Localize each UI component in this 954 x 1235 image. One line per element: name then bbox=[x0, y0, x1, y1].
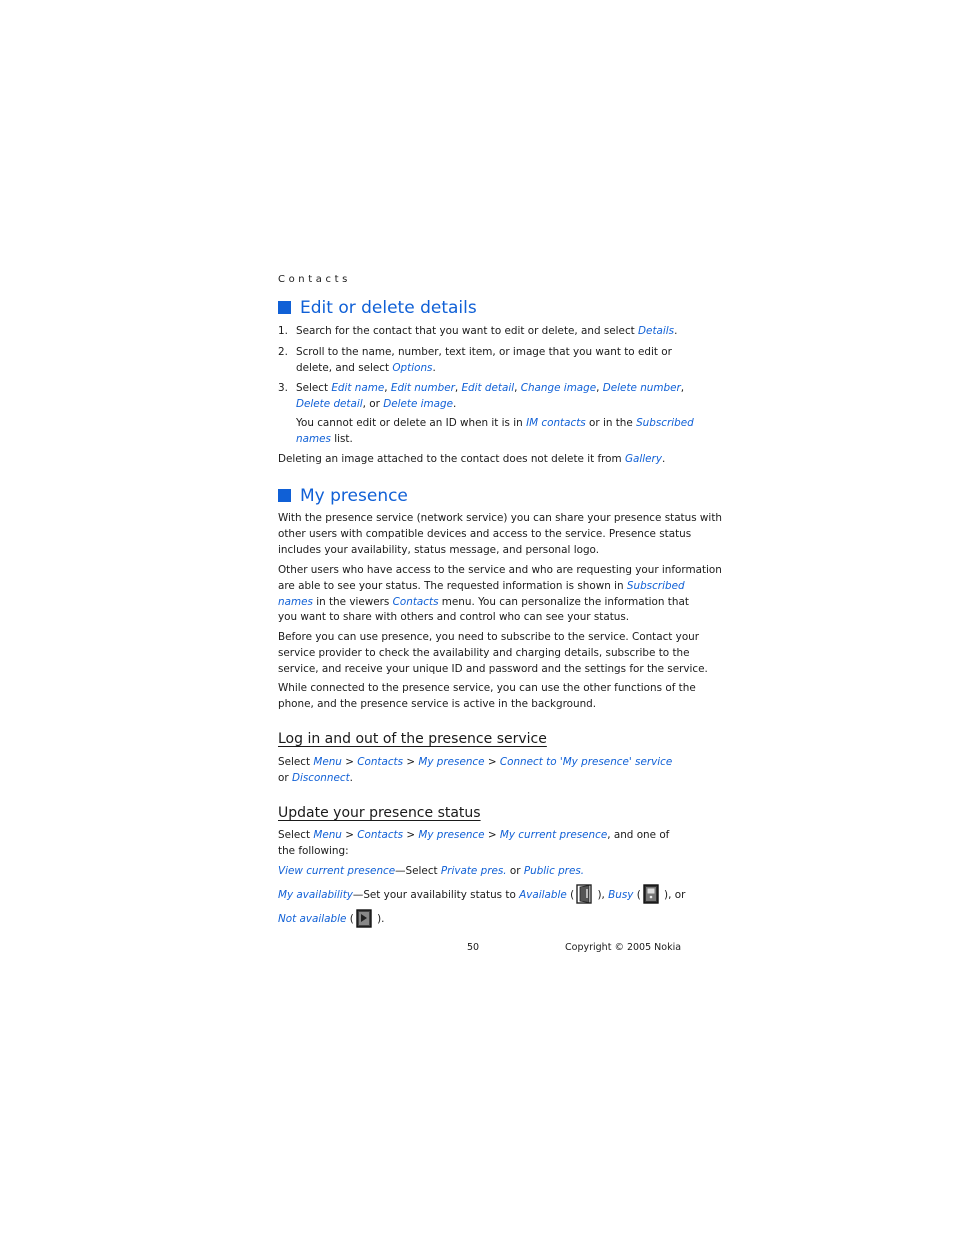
edit-step-1: 1. Search for the contact that you want to edit or delete, and select Details. bbox=[278, 325, 678, 337]
edit-note: You cannot edit or delete an ID when it is in IM contacts or in the Subscribed names list. bbox=[296, 417, 694, 445]
busy-icon bbox=[643, 884, 659, 909]
delete-detail-link[interactable]: Delete detail bbox=[296, 397, 363, 410]
presence-paragraph-1: With the presence service (network service) you can share your presence status with other users with compatible devices and access to the service. Presence status includes your availability, status message, and personal logo. bbox=[278, 512, 722, 556]
delete-image-note: Deleting an image attached to the contact does not delete it from Gallery. bbox=[278, 453, 666, 465]
subscribed-names-link[interactable]: Subscribed bbox=[626, 579, 685, 592]
contacts-link[interactable]: Contacts bbox=[392, 595, 439, 608]
options-link[interactable]: Options bbox=[392, 361, 433, 374]
page-number: 50 bbox=[467, 942, 480, 953]
details-link[interactable]: Details bbox=[638, 325, 675, 337]
my-availability-link[interactable]: My availability bbox=[278, 889, 353, 901]
copyright: Copyright © 2005 Nokia bbox=[565, 942, 682, 953]
contacts-link[interactable]: Contacts bbox=[357, 756, 404, 768]
available-icon bbox=[576, 884, 592, 909]
public-pres-link[interactable]: Public pres. bbox=[523, 865, 585, 877]
edit-step-3: 3. Select Edit name, Edit number, Edit detail, Change image, Delete number, Delete detail, or Delete image. bbox=[278, 382, 685, 410]
presence-heading: My presence bbox=[278, 486, 408, 506]
presence-paragraph-2: Other users who have access to the service and who are requesting your information are able to see your status. The requested information is shown in Subscribed names in the viewers Contacts menu. You can personalize the information that you want to share with others and control who can see your status. bbox=[278, 564, 722, 624]
section-label: Contacts bbox=[278, 274, 351, 285]
presence-paragraph-3: Before you can use presence, you need to subscribe to the service. Contact your service provider to check the availability and charging details, subscribe to the service, and receive your unique ID and password and the settings for the service. bbox=[278, 631, 708, 675]
subscribed-link[interactable]: Subscribed bbox=[636, 417, 694, 429]
my-current-presence-link[interactable]: My current presence bbox=[499, 829, 608, 841]
my-presence-link[interactable]: My presence bbox=[418, 829, 485, 841]
my-availability: My availability—Set your availability status to Available ( ), Busy ( ), or Not available ( ). bbox=[278, 884, 685, 933]
heading-square-icon bbox=[278, 489, 291, 502]
view-current-presence-link[interactable]: View current presence bbox=[278, 865, 396, 877]
edit-detail-link[interactable]: Edit detail bbox=[461, 382, 515, 394]
change-image-link[interactable]: Change image bbox=[520, 382, 597, 394]
menu-link[interactable]: Menu bbox=[313, 829, 342, 841]
edit-step-2: 2. Scroll to the name, number, text item, or image that you want to edit or delete, and select Options. bbox=[278, 346, 672, 374]
not-available-link[interactable]: Not available bbox=[278, 913, 347, 925]
disconnect-link[interactable]: Disconnect bbox=[291, 771, 350, 784]
delete-image-link[interactable]: Delete image bbox=[383, 397, 454, 410]
edit-number-link[interactable]: Edit number bbox=[390, 382, 455, 394]
menu-link[interactable]: Menu bbox=[313, 756, 342, 768]
busy-link[interactable]: Busy bbox=[608, 889, 634, 901]
gallery-link[interactable]: Gallery bbox=[624, 453, 662, 465]
login-instructions: Select Menu > Contacts > My presence > Connect to 'My presence' service or Disconnect. bbox=[278, 756, 673, 784]
update-heading: Update your presence status bbox=[278, 805, 481, 821]
heading-square-icon bbox=[278, 301, 291, 314]
im-contacts-link[interactable]: IM contacts bbox=[526, 417, 586, 429]
edit-name-link[interactable]: Edit name bbox=[331, 382, 385, 394]
view-current-presence: View current presence—Select Private pres. or Public pres. bbox=[278, 865, 585, 877]
delete-number-link[interactable]: Delete number bbox=[602, 382, 681, 394]
presence-paragraph-4: While connected to the presence service, you can use the other functions of the phone, and the presence service is active in the background. bbox=[278, 682, 696, 710]
edit-heading: Edit or delete details bbox=[278, 298, 477, 318]
names-link[interactable]: names bbox=[296, 432, 331, 445]
login-heading: Log in and out of the presence service bbox=[278, 731, 547, 747]
private-pres-link[interactable]: Private pres. bbox=[440, 865, 507, 877]
my-presence-link[interactable]: My presence bbox=[418, 756, 485, 768]
connect-link[interactable]: Connect to 'My presence' service bbox=[499, 756, 673, 768]
subscribed-names-link-cont[interactable]: names bbox=[278, 595, 313, 608]
contacts-link[interactable]: Contacts bbox=[357, 829, 404, 841]
not-available-icon bbox=[356, 909, 372, 933]
available-link[interactable]: Available bbox=[519, 889, 567, 901]
update-instructions: Select Menu > Contacts > My presence > My current presence, and one of the following: bbox=[278, 829, 670, 857]
